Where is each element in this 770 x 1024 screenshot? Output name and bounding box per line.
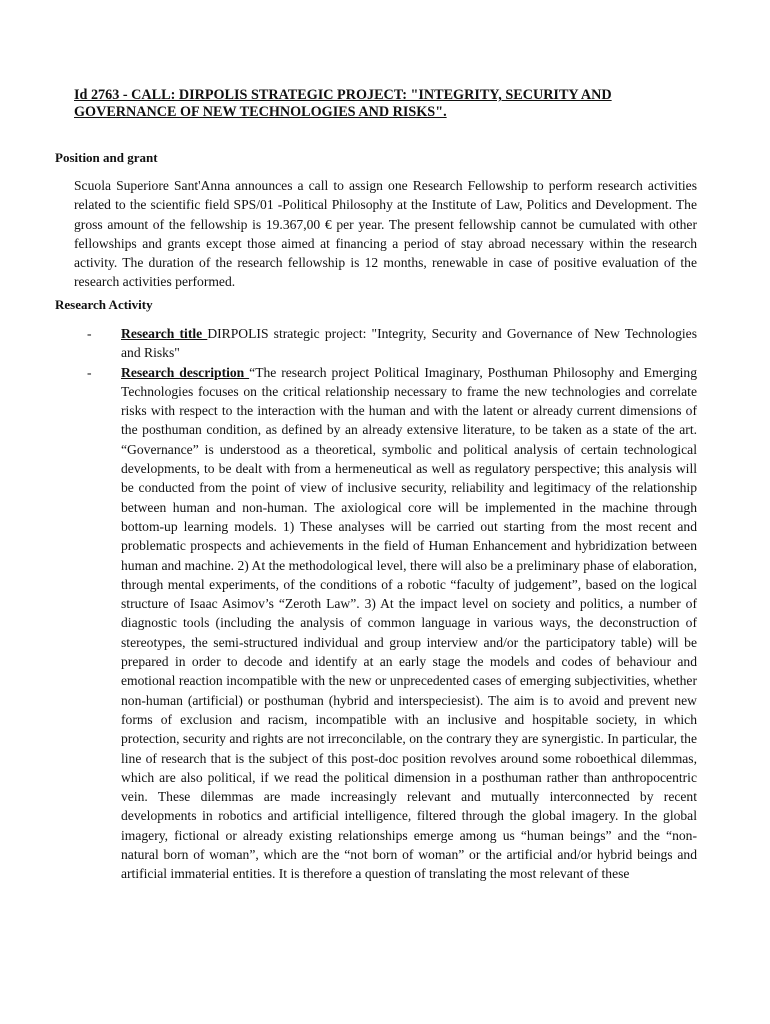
- list-dash: -: [87, 326, 92, 341]
- research-title-label: Research title: [121, 326, 208, 341]
- research-title-text: DIRPOLIS strategic project: "Integrity, Security and Governance of New Technologies and Risks": [121, 326, 698, 361]
- position-paragraph: Scuola Superiore Sant'Anna announces a call to assign one Research Fellowship to perform research activities related to the scientific field SPS/01 -Political Philosophy at the Institute of Law, Politics and Development. The gross amount of the fellowship is 19.367,00 € per year. The present fellowship cannot be cumulated with other fellowships and grants except those aimed at financing a period of stay abroad necessary within the research activity. The duration of the research fellowship is 12 months, renewable in case of positive evaluation of the research activities performed.: [74, 178, 697, 290]
- list-dash: -: [87, 364, 92, 380]
- list-item-research-description: [74, 363, 697, 884]
- document-title: Id 2763 - CALL: DIRPOLIS STRATEGIC PROJECT: "INTEGRITY, SECURITY AND GOVERNANCE OF NEW TECHNOLOGIES AND RISKS".: [74, 87, 612, 120]
- research-description-label: Research description: [121, 364, 250, 380]
- list-item-research-title: [74, 324, 697, 363]
- research-list: [74, 324, 697, 884]
- research-description-text: “The research project Political Imaginary, Posthuman Philosophy and Emerging Technologies focuses on the critical relationship necessary to frame the new technologies and correlate risks with respect to the interaction with the human and with the latent or already current dimensions of the posthuman condition, as defined by an already extensive literature, to be taken as a state of the art. “Governance” is understood as a theoretical, symbolic and political analysis of certain technological developments, to be dealt with from a hermeneutical as well as regulatory perspective; this analysis will be conducted from the point of view of inclusive security, reliability and legitimacy of the relationship between human and non-human. The axiological core will be implemented in the machine through bottom-up learning models. 1) These analyses will be carried out starting from the most recent and problematic prospects and achievements in the field of Human Enhancement and hybridization between human and machine. 2) At the methodological level, there will also be a preliminary phase of elaboration, through mental experiments, of the conditions of a robotic “faculty of judgement”, based on the logical structure of Isaac Asimov’s “Zeroth Law”. 3) At the impact level on society and politics, a number of diagnostic tools (including the analysis of common language in various ways, the deconstruction of stereotypes, the semi-structured individual and group interview and/or the participatory table) will be prepared in order to decode and identify at an early stage the models and codes of behaviour and emotional reaction incompatible with the new or unprecedented cases of emerging subjectivities, whether non-human (artificial) or posthuman (hybrid and interspeciesist). The aim is to avoid and prevent new forms of exclusion and racism, incompatible with an inclusive and hospitable society, in which protection, security and rights are not irreconcilable, on the contrary they are synergistic. In particular, the line of research that is the subject of this post-doc position revolves around some roboethical dilemmas, which are also political, if we read the political dimension in a posthuman rather than anthropocentric vein. These dilemmas are made increasingly relevant and mutually interconnected by recent developments in robotics and artificial intelligence, filtered through the global imagery. In the global imagery, fictional or already existing relationships emerge among us “human beings” and the “non-natural born of woman”, which are the “not born of woman” or the artificial and/or hybrid beings and artificial immaterial entities. It is therefore a question of translating the most relevant of these: [121, 364, 697, 882]
- section-heading-research: Research Activity: [55, 297, 153, 312]
- section-heading-position: Position and grant: [55, 150, 158, 165]
